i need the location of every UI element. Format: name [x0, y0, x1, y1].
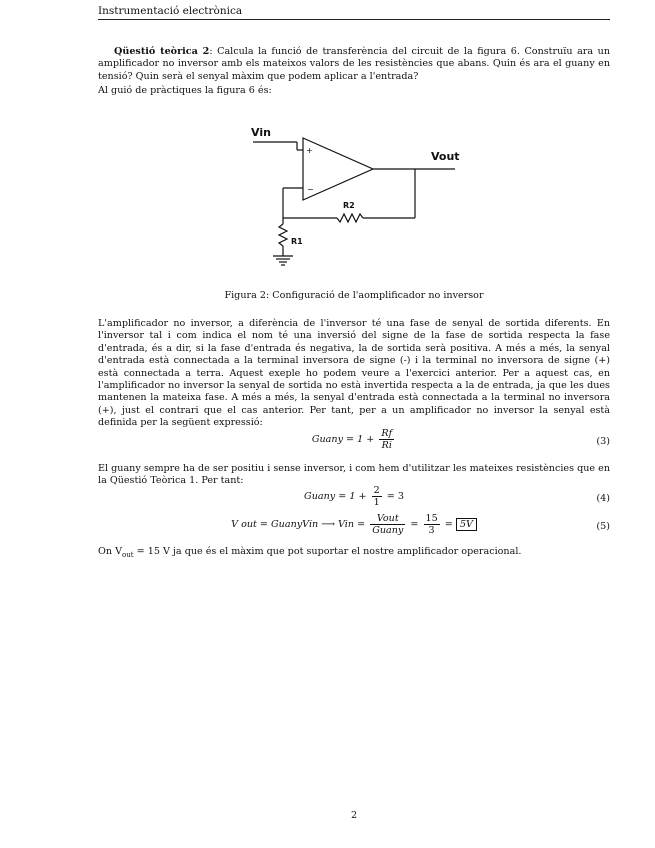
intro-text: Al guió de pràctiques la figura 6 és: — [98, 85, 272, 96]
circuit-figure — [245, 120, 475, 270]
r2-label: R2 — [343, 201, 355, 210]
question-paragraph — [98, 46, 610, 83]
eq5-den2: 3 — [428, 525, 435, 536]
eq3-num: Rf — [381, 428, 393, 439]
eq5-boxed-result: 5V — [456, 518, 477, 531]
conclusion-text — [98, 546, 610, 561]
eq4-lhs: Guany = 1 + — [304, 491, 370, 502]
equation-4 — [98, 485, 610, 515]
paragraph-1: L'amplificador no inversor, a diferència de l'inversor té una fase de senyal de sortida diferents. En l'inversor tal i com indica el nom té una inversió del signe de la fase de sortida respecta la fase d'entrada, és a dir, si la fase d'entrada és negativa, la de sortida serà positiva. A més a més, la senyal d'entrada està connectada a la terminal inversora de signe (-) i la terminal no inversora de signe (+) està connectada a terra. Aquest exeple ho podem veure a l'exercici anterior. Per a aquest cas, en l'amplificador no inversor la senyal de sortida no està invertida respecta a la de entrada, ja que les dues mantenen la mateixa fase. A més a més, la senyal d'entrada està connectada a la terminal no inversora (+), just el contrari que el cas anterior. Per tant, per a un amplificador no inversor la senyal està definida per la següent expressió: — [98, 318, 610, 429]
eq3-number: (3) — [596, 436, 610, 447]
conclusion-sub: out — [122, 550, 134, 559]
question-label: Qüestió teòrica 2 — [114, 46, 210, 57]
running-header: Instrumentació electrònica — [98, 5, 610, 20]
eq4-rhs: = 3 — [383, 491, 404, 502]
eq4-num: 2 — [373, 485, 380, 496]
eq5-number: (5) — [596, 521, 610, 532]
r1-resistor — [279, 224, 287, 246]
eq4-den: 1 — [373, 497, 380, 508]
eq4-number: (4) — [596, 493, 610, 504]
conclusion-suffix: = 15 V ja que és el màxim que pot suportar el nostre amplificador operacional. — [133, 546, 522, 557]
vout-label: Vout — [431, 150, 460, 163]
conclusion-prefix: On V — [98, 546, 123, 557]
eq5-lhs: V out = GuanyVin ⟶ Vin = — [231, 519, 369, 530]
minus-sign: − — [307, 185, 314, 194]
eq3-den: Ri — [381, 440, 392, 451]
plus-sign: + — [306, 146, 313, 155]
vin-label: Vin — [251, 126, 271, 139]
eq3-lhs: Guany = 1 + — [311, 434, 378, 445]
figure-caption: Figura 2: Configuració de l'aomplificador no inversor — [224, 290, 484, 301]
question-text: : Calcula la funció de transferència del circuit de la figura 6. Construïu ara un amplificador no inversor amb els mateixos valors de les resistències que abans. Quin és ara el guany en tensió? Quin serà el senyal màxim que podem aplicar a l'entrada? — [98, 46, 611, 82]
equation-3 — [98, 428, 610, 458]
eq5-num2: 15 — [425, 513, 438, 524]
page-number: 2 — [350, 810, 358, 821]
r2-resistor — [337, 214, 363, 222]
r1-label: R1 — [291, 237, 303, 246]
eq5-num1: Vout — [370, 513, 405, 525]
paragraph-2: El guany sempre ha de ser positiu i sense inversor, i com hem d'utilitzar les mateixes resistències que en la Qüestió Teòrica 1. Per tant: — [98, 463, 610, 487]
equation-5: V out = GuanyVin ⟶ Vin = $\frac{\text{Vout}}{\text{Guany}}$ = $\frac{15}{3}$ = 5V (5) — [231, 513, 610, 536]
eq5-den1: Guany — [372, 525, 404, 536]
